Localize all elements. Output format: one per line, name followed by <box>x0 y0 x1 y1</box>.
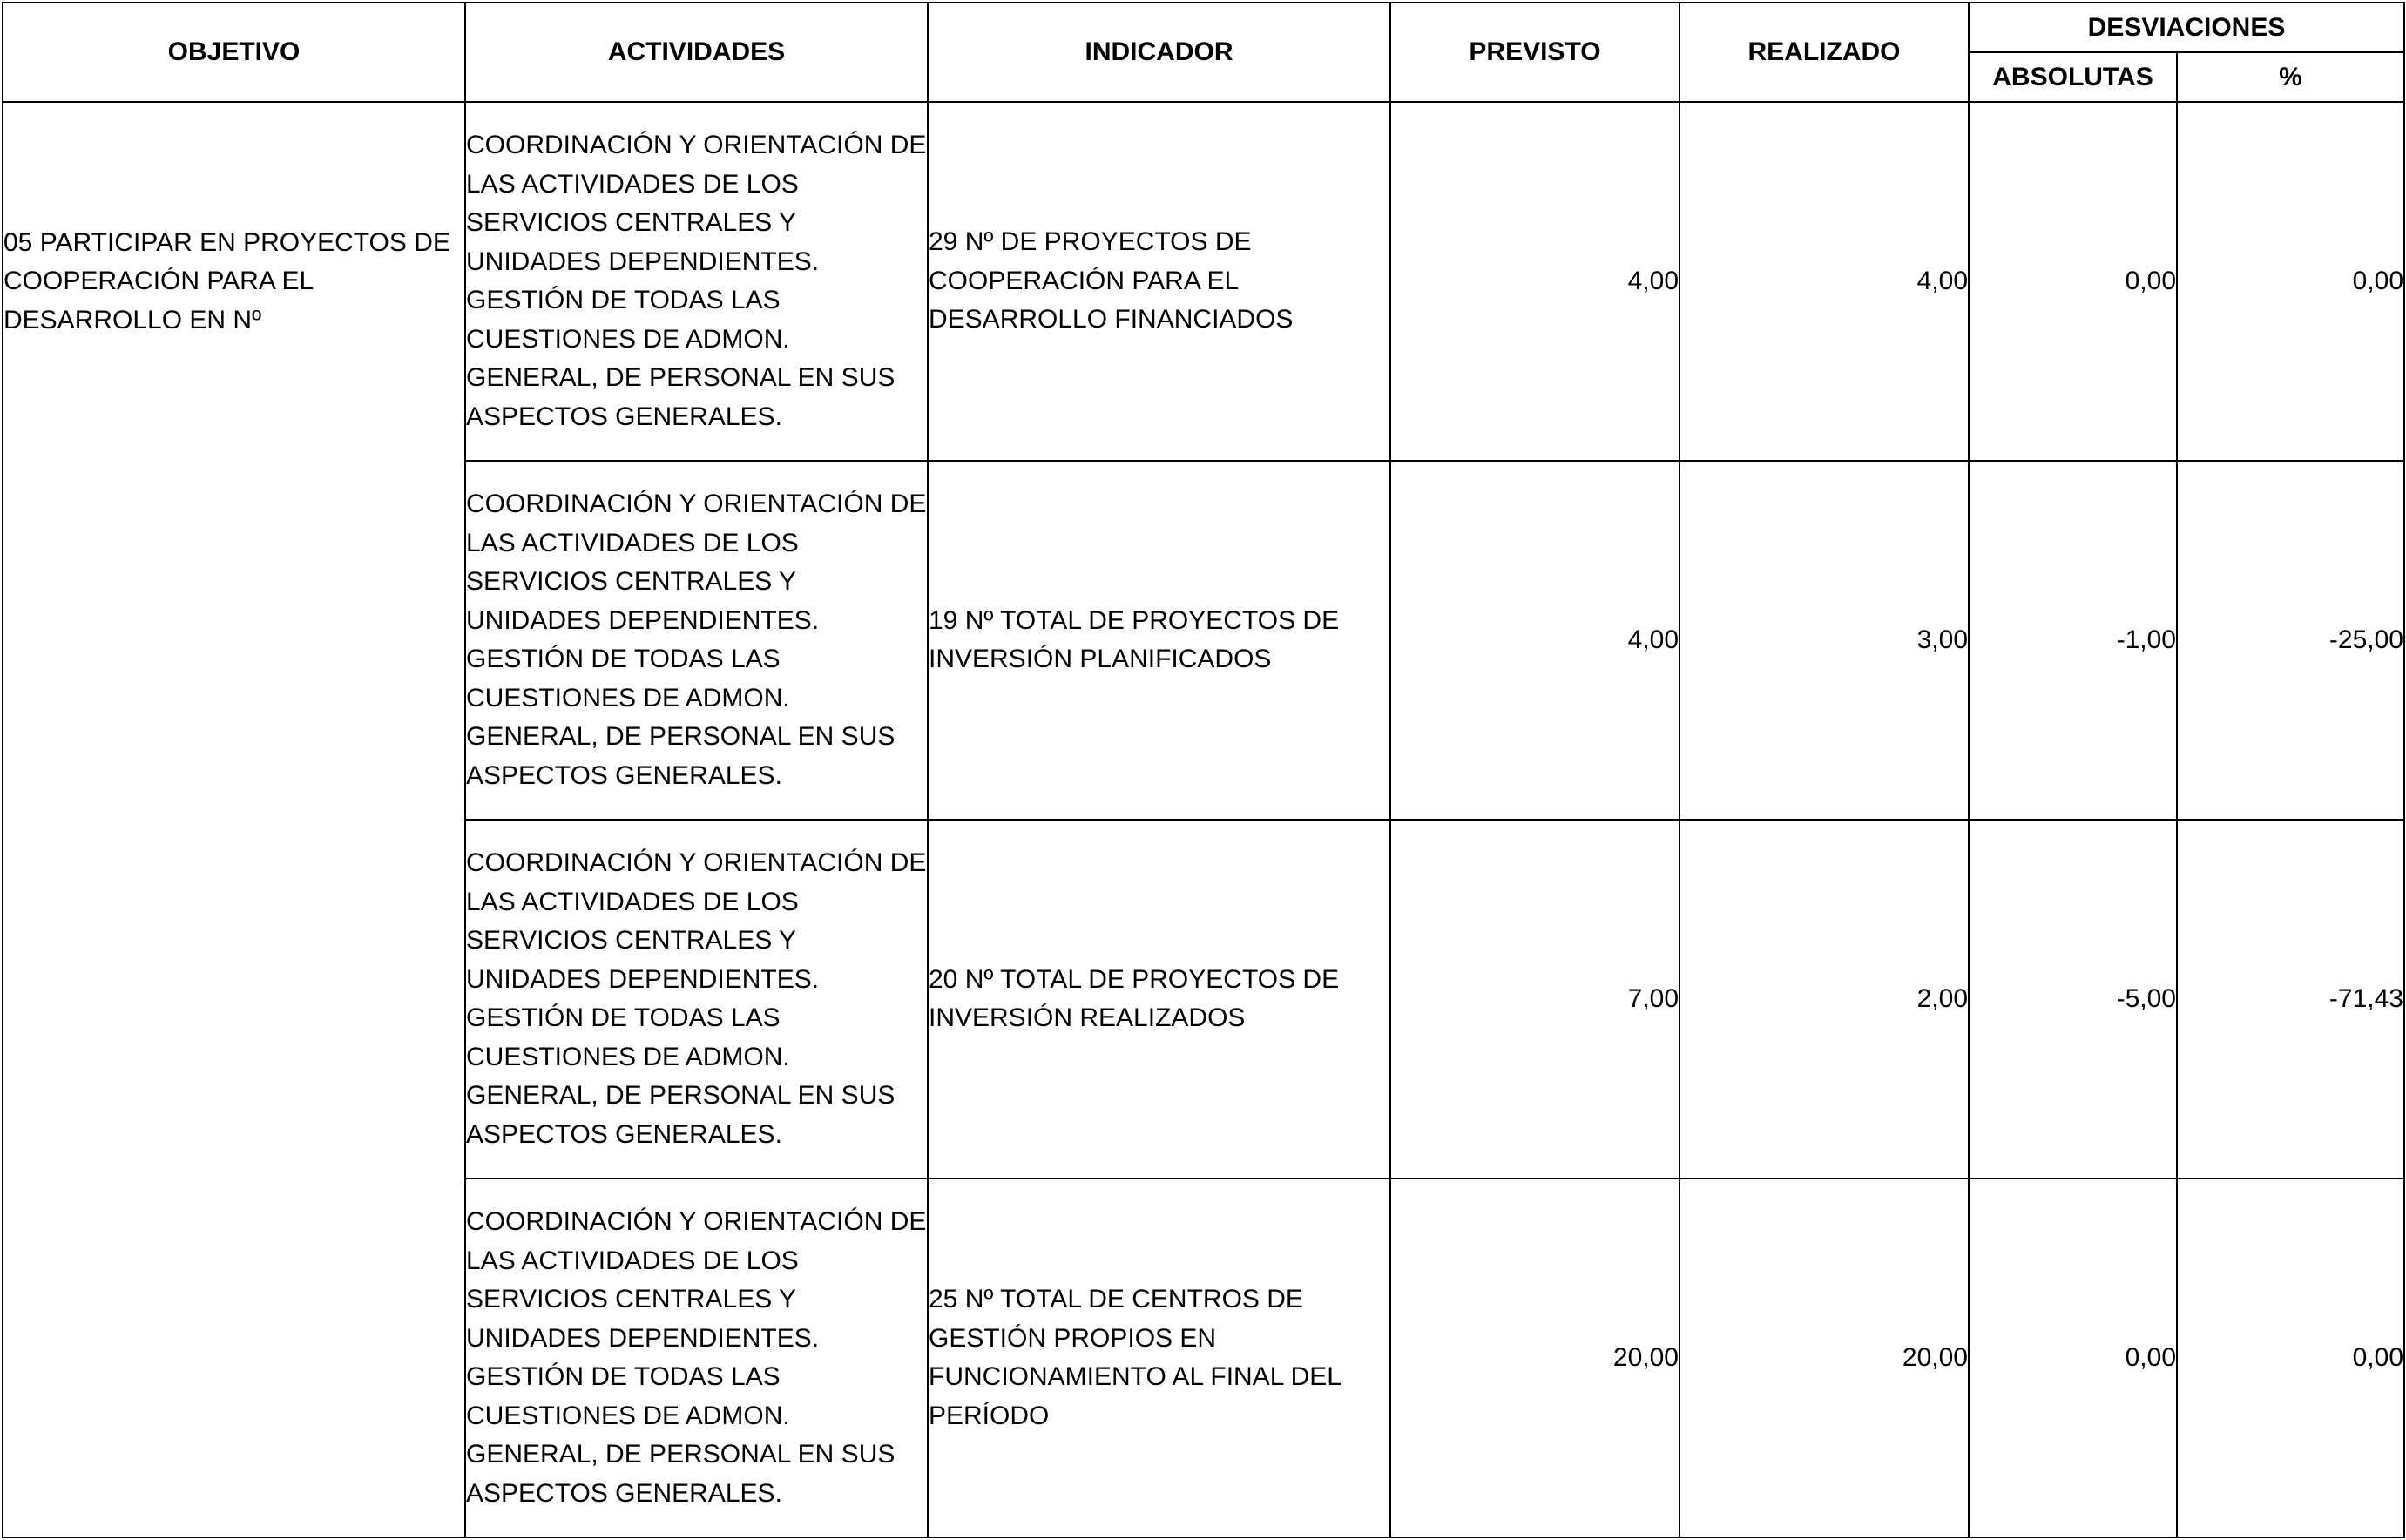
absolutas-cell: -5,00 <box>1969 820 2177 1179</box>
previsto-cell: 20,00 <box>1390 1179 1679 1537</box>
table-row <box>3 1179 2404 1537</box>
previsto-cell: 4,00 <box>1390 461 1679 820</box>
indicador-cell: 20 Nº TOTAL DE PROYECTOS DE INVERSIÓN REALIZADOS <box>928 820 1390 1179</box>
objetivo-cell-empty <box>3 1179 465 1537</box>
porcentaje-cell: 0,00 <box>2177 102 2404 461</box>
table-row <box>3 102 2404 461</box>
header-actividades: ACTIVIDADES <box>465 3 928 102</box>
indicador-cell: 29 Nº DE PROYECTOS DE COOPERACIÓN PARA EL DESARROLLO FINANCIADOS <box>928 102 1390 461</box>
actividades-cell: COORDINACIÓN Y ORIENTACIÓN DE LAS ACTIVIDADES DE LOS SERVICIOS CENTRALES Y UNIDADES DEPENDIENTES. GESTIÓN DE TODAS LAS CUESTIONES DE ADMON. GENERAL, DE PERSONAL EN SUS ASPECTOS GENERALES. <box>465 102 928 461</box>
header-objetivo: OBJETIVO <box>3 3 465 102</box>
realizado-cell: 20,00 <box>1679 1179 1969 1537</box>
actividades-cell: COORDINACIÓN Y ORIENTACIÓN DE LAS ACTIVIDADES DE LOS SERVICIOS CENTRALES Y UNIDADES DEPENDIENTES. GESTIÓN DE TODAS LAS CUESTIONES DE ADMON. GENERAL, DE PERSONAL EN SUS ASPECTOS GENERALES. <box>465 461 928 820</box>
actividades-cell: COORDINACIÓN Y ORIENTACIÓN DE LAS ACTIVIDADES DE LOS SERVICIOS CENTRALES Y UNIDADES DEPENDIENTES. GESTIÓN DE TODAS LAS CUESTIONES DE ADMON. GENERAL, DE PERSONAL EN SUS ASPECTOS GENERALES. <box>465 1179 928 1537</box>
porcentaje-cell: -25,00 <box>2177 461 2404 820</box>
porcentaje-cell: -71,43 <box>2177 820 2404 1179</box>
objetivo-cell-empty <box>3 820 465 1179</box>
previsto-cell: 7,00 <box>1390 820 1679 1179</box>
porcentaje-cell: 0,00 <box>2177 1179 2404 1537</box>
header-previsto: PREVISTO <box>1390 3 1679 102</box>
header-absolutas: ABSOLUTAS <box>1969 52 2177 102</box>
indicador-cell: 25 Nº TOTAL DE CENTROS DE GESTIÓN PROPIOS EN FUNCIONAMIENTO AL FINAL DEL PERÍODO <box>928 1179 1390 1537</box>
indicators-table <box>2 2 2405 1538</box>
objetivo-cell: 05 PARTICIPAR EN PROYECTOS DE COOPERACIÓN PARA EL DESARROLLO EN Nº <box>3 102 465 461</box>
realizado-cell: 3,00 <box>1679 461 1969 820</box>
table-row <box>3 461 2404 820</box>
indicador-cell: 19 Nº TOTAL DE PROYECTOS DE INVERSIÓN PLANIFICADOS <box>928 461 1390 820</box>
header-indicador: INDICADOR <box>928 3 1390 102</box>
absolutas-cell: 0,00 <box>1969 102 2177 461</box>
realizado-cell: 2,00 <box>1679 820 1969 1179</box>
actividades-cell: COORDINACIÓN Y ORIENTACIÓN DE LAS ACTIVIDADES DE LOS SERVICIOS CENTRALES Y UNIDADES DEPENDIENTES. GESTIÓN DE TODAS LAS CUESTIONES DE ADMON. GENERAL, DE PERSONAL EN SUS ASPECTOS GENERALES. <box>465 820 928 1179</box>
absolutas-cell: 0,00 <box>1969 1179 2177 1537</box>
header-desviaciones: DESVIACIONES <box>1969 3 2404 52</box>
header-row-top <box>3 3 2404 52</box>
header-realizado: REALIZADO <box>1679 3 1969 102</box>
absolutas-cell: -1,00 <box>1969 461 2177 820</box>
realizado-cell: 4,00 <box>1679 102 1969 461</box>
table-row <box>3 820 2404 1179</box>
header-porcentaje: % <box>2177 52 2404 102</box>
previsto-cell: 4,00 <box>1390 102 1679 461</box>
objetivo-cell-empty <box>3 461 465 820</box>
